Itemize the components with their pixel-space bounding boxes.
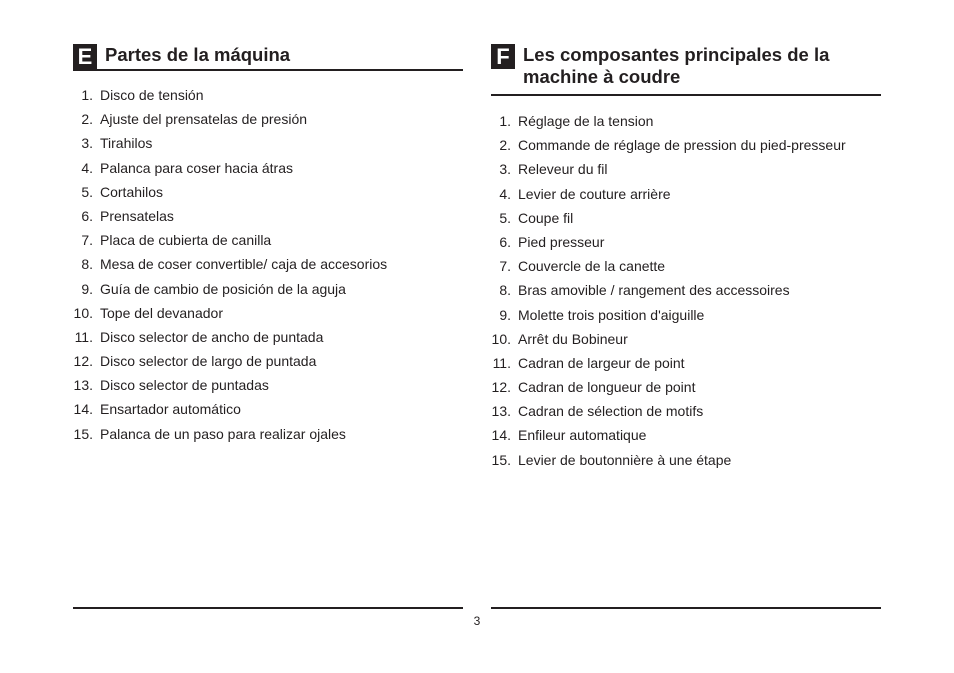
list-item-text: Disco selector de ancho de puntada — [100, 328, 324, 345]
list-item — [491, 157, 881, 181]
spanish-title: Partes de la máquina — [105, 44, 291, 65]
list-item-number: 4. — [499, 185, 511, 202]
list-item-number: 7. — [81, 232, 93, 249]
list-item — [73, 373, 463, 397]
list-item-number: 10. — [491, 330, 511, 347]
list-item — [73, 325, 463, 349]
list-item — [73, 107, 463, 131]
list-item-number: 4. — [81, 159, 93, 176]
list-item-number: 6. — [81, 207, 93, 224]
list-item — [491, 423, 881, 447]
list-item-text: Tirahilos — [100, 135, 153, 152]
list-item-text: Pied presseur — [518, 233, 605, 250]
list-item-text: Cortahilos — [100, 183, 164, 200]
list-item-text: Cadran de largeur de point — [518, 354, 685, 371]
list-item — [73, 277, 463, 301]
list-item-number: 2. — [81, 111, 93, 128]
spanish-parts-list — [73, 83, 463, 446]
list-item-number: 3. — [81, 135, 93, 152]
spanish-heading — [73, 44, 463, 69]
list-item-number: 1. — [499, 113, 511, 129]
list-item-text: Tope del devanador — [100, 304, 223, 321]
list-item-number: 13. — [73, 377, 93, 394]
list-item — [491, 399, 881, 423]
list-item-number: 14. — [491, 427, 511, 444]
list-item — [73, 397, 463, 421]
list-item — [73, 204, 463, 228]
list-item-text: Levier de couture arrière — [518, 185, 671, 202]
french-title — [523, 44, 829, 88]
list-item-number: 8. — [81, 256, 93, 273]
list-item — [73, 252, 463, 276]
list-item-text: Mesa de coser convertible/ caja de accesorios — [100, 256, 388, 273]
list-item — [491, 448, 881, 472]
list-item — [491, 230, 881, 254]
list-item-number: 9. — [81, 280, 93, 297]
list-item-text: Placa de cubierta de canilla — [100, 232, 272, 249]
list-item-number: 11. — [492, 354, 511, 371]
list-item-number: 11. — [74, 328, 93, 345]
list-item-number: 1. — [81, 87, 93, 103]
list-item-text: Couvercle de la canette — [518, 258, 666, 275]
list-item-text: Cadran de longueur de point — [518, 379, 696, 396]
list-item — [491, 206, 881, 230]
list-item — [73, 83, 463, 107]
language-badge-e: E — [73, 44, 97, 69]
list-item-text: Ensartador automático — [100, 401, 241, 418]
list-item-text: Arrêt du Bobineur — [518, 330, 628, 347]
list-item-text: Molette trois position d'aiguille — [518, 306, 705, 323]
list-item-text: Guía de cambio de posición de la aguja — [100, 280, 346, 297]
list-item-text: Commande de réglage de pression du pied-presseur — [518, 137, 846, 154]
list-item-text: Palanca de un paso para realizar ojales — [100, 425, 346, 442]
french-title-line-2: machine à coudre — [523, 66, 681, 87]
list-item-number: 5. — [499, 209, 511, 226]
french-title-line-1: Les composantes principales de la — [523, 44, 830, 65]
language-badge-f: F — [491, 44, 515, 69]
list-item — [491, 182, 881, 206]
list-item — [73, 180, 463, 204]
list-item — [491, 375, 881, 399]
list-item — [491, 109, 881, 133]
french-parts-list — [491, 109, 881, 472]
footer-rule-right — [491, 607, 881, 609]
list-item-text: Cadran de sélection de motifs — [518, 403, 704, 420]
list-item — [491, 133, 881, 157]
list-item-text: Enfileur automatique — [518, 427, 647, 444]
list-item — [73, 349, 463, 373]
list-item-number: 9. — [499, 306, 511, 323]
list-item-number: 7. — [499, 258, 511, 275]
list-item-number: 12. — [491, 379, 511, 396]
list-item-text: Releveur du fil — [518, 161, 608, 178]
list-item-number: 12. — [73, 353, 93, 370]
list-item — [73, 131, 463, 155]
list-item-number: 15. — [491, 451, 511, 468]
list-item — [73, 422, 463, 446]
list-item-text: Réglage de la tension — [518, 113, 654, 129]
list-item-text: Levier de boutonnière à une étape — [518, 451, 732, 468]
list-item-text: Disco selector de largo de puntada — [100, 353, 317, 370]
list-item-number: 6. — [499, 233, 511, 250]
list-item-text: Ajuste del prensatelas de presión — [100, 111, 308, 128]
list-item-text: Disco selector de puntadas — [100, 377, 269, 394]
list-item-number: 13. — [491, 403, 511, 420]
french-heading — [491, 44, 881, 88]
spanish-section — [73, 44, 463, 446]
spanish-heading-rule — [73, 69, 463, 71]
list-item — [491, 278, 881, 302]
list-item — [73, 301, 463, 325]
list-item-text: Prensatelas — [100, 207, 174, 224]
list-item-text: Palanca para coser hacia átras — [100, 159, 293, 176]
list-item-text: Coupe fil — [518, 209, 574, 226]
list-item — [491, 303, 881, 327]
french-section — [491, 44, 881, 472]
french-heading-rule — [491, 94, 881, 96]
list-item-number: 8. — [499, 282, 511, 299]
page-number: 3 — [473, 614, 481, 628]
list-item-number: 10. — [73, 304, 93, 321]
list-item-number: 5. — [81, 183, 93, 200]
list-item — [491, 254, 881, 278]
list-item-text: Disco de tensión — [100, 87, 204, 103]
list-item — [73, 156, 463, 180]
list-item-number: 2. — [499, 137, 511, 154]
list-item-text: Bras amovible / rangement des accessoires — [518, 282, 790, 299]
list-item — [491, 327, 881, 351]
list-item-number: 3. — [499, 161, 511, 178]
list-item-number: 14. — [73, 401, 93, 418]
list-item — [73, 228, 463, 252]
list-item — [491, 351, 881, 375]
list-item-number: 15. — [73, 425, 93, 442]
footer-rule-left — [73, 607, 463, 609]
